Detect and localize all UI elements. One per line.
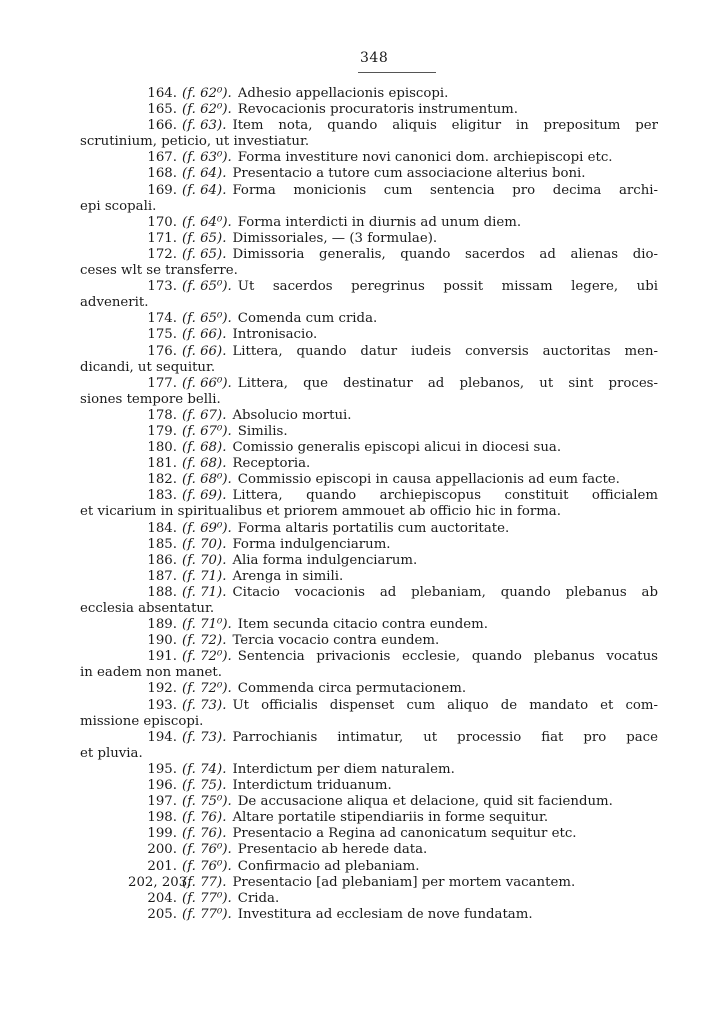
list-item (128, 472, 658, 488)
entry-title: Tercia vocacio contra eundem. (232, 633, 440, 649)
list-item (128, 215, 658, 231)
folio-reference: (f. 70). (182, 552, 227, 568)
entry-number: 184. (147, 520, 177, 536)
folio-reference: (f. 76). (182, 810, 227, 826)
entry-number: 178. (147, 407, 177, 423)
entry-number: 170. (147, 214, 177, 230)
list-item (128, 794, 658, 810)
entry-continuation: dicandi, ut sequitur. (80, 359, 216, 375)
entry-title: Parrochianis intimatur, ut processio fiat pro pace (232, 729, 658, 745)
list-item (128, 408, 658, 424)
folio-reference: (f. 72⁰). (182, 681, 232, 697)
list-item (128, 102, 658, 118)
folio-reference: (f. 74). (182, 761, 227, 777)
list-item (128, 553, 658, 569)
list-item (80, 182, 658, 215)
entry-continuation: ecclesia absentatur. (80, 601, 215, 616)
folio-reference: (f. 72). (182, 633, 227, 649)
list-item (80, 375, 658, 408)
entry-list (80, 86, 658, 923)
entry-continuation: et pluvia. (80, 745, 143, 761)
entry-number: 168. (147, 166, 177, 182)
list-item (128, 456, 658, 472)
list-item (128, 778, 658, 794)
folio-reference: (f. 65⁰). (182, 311, 232, 327)
folio-reference: (f. 63). (182, 118, 227, 134)
entry-title: Commenda circa permutacionem. (237, 681, 467, 697)
entry-title: Dimissoria generalis, quando sacerdos ad alienas dio- (232, 246, 658, 262)
entry-number: 174. (147, 311, 177, 327)
folio-reference: (f. 72⁰). (182, 649, 232, 665)
entry-number: 200. (147, 842, 177, 858)
entry-title: Comenda cum crida. (237, 311, 378, 327)
folio-reference: (f. 76⁰). (182, 858, 232, 874)
entry-number: 190. (147, 633, 177, 649)
entry-title: Sentencia privacionis ecclesie, quando plebanus vocatus (237, 649, 658, 665)
entry-title: Littera, que destinatur ad plebanos, ut sint proces- (237, 375, 658, 391)
entry-number: 171. (147, 230, 177, 246)
entry-continuation: scrutinium, peticio, ut investiatur. (80, 134, 310, 150)
list-item (128, 875, 658, 891)
entry-title: Comissio generalis episcopi alicui in diocesi sua. (232, 440, 562, 456)
entry-title: Forma investiture novi canonici dom. archiepiscopi etc. (237, 150, 613, 166)
entry-title: Ut officialis dispenset cum aliquo de mandato et com- (232, 697, 658, 713)
entry-number: 165. (147, 102, 177, 118)
entry-title: Investitura ad ecclesiam de nove fundatam. (237, 906, 533, 922)
folio-reference: (f. 75⁰). (182, 794, 232, 810)
entry-number: 191. (147, 649, 177, 665)
entry-title: Dimissoriales, — (3 formulae). (232, 230, 438, 246)
entry-number: 180. (147, 440, 177, 456)
entry-number: 181. (147, 456, 177, 472)
entry-title: Ut sacerdos peregrinus possit missam legere, ubi (237, 279, 658, 295)
entry-title: Commissio episcopi in causa appellacionis ad eum facte. (237, 472, 620, 488)
folio-reference: (f. 71⁰). (182, 617, 232, 633)
entry-number: 196. (147, 778, 177, 794)
entry-number: 195. (147, 761, 177, 777)
entry-continuation: advenerit. (80, 295, 149, 311)
entry-title: Confirmacio ad plebaniam. (237, 858, 420, 874)
entry-continuation: siones tempore belli. (80, 391, 221, 407)
entry-number: 204. (147, 890, 177, 906)
entry-number: 167. (147, 150, 177, 166)
list-item (128, 569, 658, 585)
entry-number: 205. (147, 906, 177, 922)
list-item (128, 891, 658, 907)
list-item (128, 424, 658, 440)
entry-number: 194. (147, 729, 177, 745)
folio-reference: (f. 65⁰). (182, 279, 232, 295)
list-item (80, 584, 658, 617)
entry-number: 169. (147, 182, 177, 198)
entry-title: Item secunda citacio contra eundem. (237, 617, 488, 633)
list-item (128, 810, 658, 826)
page-number-rule (358, 72, 436, 73)
list-item (128, 537, 658, 553)
folio-reference: (f. 69⁰). (182, 520, 232, 536)
folio-reference: (f. 73). (182, 729, 227, 745)
entry-title: Receptoria. (232, 456, 311, 472)
folio-reference: (f. 63⁰). (182, 150, 232, 166)
entry-title: Arenga in simili. (232, 568, 344, 584)
folio-reference: (f. 77⁰). (182, 890, 232, 906)
folio-reference: (f. 76). (182, 826, 227, 842)
list-item (128, 150, 658, 166)
folio-reference: (f. 65). (182, 230, 227, 246)
page-number: 348 (360, 50, 389, 66)
folio-reference: (f. 62⁰). (182, 102, 232, 118)
entry-number: 198. (147, 810, 177, 826)
folio-reference: (f. 64⁰). (182, 214, 232, 230)
entry-title: Presentacio ab herede data. (237, 842, 428, 858)
folio-reference: (f. 75). (182, 778, 227, 794)
entry-title: Interdictum per diem naturalem. (232, 761, 455, 777)
folio-reference: (f. 77⁰). (182, 906, 232, 922)
entry-number: 202, 203. (128, 874, 192, 890)
entry-title: Forma indulgenciarum. (232, 536, 391, 552)
folio-reference: (f. 66⁰). (182, 375, 232, 391)
folio-reference: (f. 68⁰). (182, 472, 232, 488)
entry-number: 186. (147, 552, 177, 568)
folio-reference: (f. 71). (182, 568, 227, 584)
entry-title: Littera, quando datur iudeis conversis auctoritas men- (232, 343, 658, 359)
list-item (128, 166, 658, 182)
folio-reference: (f. 68). (182, 440, 227, 456)
entry-number: 197. (147, 794, 177, 810)
folio-reference: (f. 76⁰). (182, 842, 232, 858)
folio-reference: (f. 62⁰). (182, 86, 232, 101)
folio-reference: (f. 67). (182, 407, 227, 423)
list-item (80, 649, 658, 681)
folio-reference: (f. 69). (182, 488, 227, 504)
entry-continuation: ceses wlt se transferre. (80, 263, 238, 279)
entry-number: 185. (147, 536, 177, 552)
entry-number: 175. (147, 327, 177, 343)
entry-title: Alia forma indulgenciarum. (232, 552, 418, 568)
folio-reference: (f. 77). (182, 874, 227, 890)
list-item (80, 279, 658, 311)
list-item (128, 907, 658, 923)
entry-title: Forma interdicti in diurnis ad unum diem. (237, 214, 522, 230)
entry-number: 193. (147, 697, 177, 713)
list-item (128, 327, 658, 343)
entry-title: Absolucio mortui. (232, 407, 352, 423)
entry-title: Revocacionis procuratoris instrumentum. (237, 102, 518, 118)
entry-number: 189. (147, 617, 177, 633)
list-item (128, 762, 658, 778)
entry-title: Altare portatile stipendiariis in forme sequitur. (232, 810, 549, 826)
entry-number: 188. (147, 584, 177, 600)
entry-number: 173. (147, 279, 177, 295)
list-item (128, 633, 658, 649)
folio-reference: (f. 65). (182, 246, 227, 262)
entry-number: 176. (147, 343, 177, 359)
entry-number: 182. (147, 472, 177, 488)
entry-title: Presentacio a Regina ad canonicatum sequitur etc. (232, 826, 577, 842)
list-item (128, 86, 658, 102)
list-item (80, 343, 658, 376)
entry-number: 183. (147, 488, 177, 504)
list-item (128, 826, 658, 842)
entry-title: Item nota, quando aliquis eligitur in prepositum per (232, 118, 658, 134)
list-item (128, 231, 658, 247)
list-item (80, 246, 658, 279)
entry-title: Littera, quando archiepiscopus constituit officialem (232, 488, 658, 504)
entry-number: 187. (147, 568, 177, 584)
folio-reference: (f. 71). (182, 584, 227, 600)
entry-title: Interdictum triduanum. (232, 778, 392, 794)
list-item (128, 842, 658, 858)
entry-title: Intronisacio. (232, 327, 318, 343)
list-item (128, 681, 658, 697)
list-item (128, 617, 658, 633)
entry-number: 201. (147, 858, 177, 874)
entry-title: Crida. (237, 890, 280, 906)
entry-title: Presentacio a tutore cum associacione alterius boni. (232, 166, 586, 182)
list-item (80, 118, 658, 150)
entry-number: 192. (147, 681, 177, 697)
entry-continuation: in eadem non manet. (80, 665, 222, 681)
entry-title: Presentacio [ad plebaniam] per mortem vacantem. (232, 874, 576, 890)
entry-title: De accusacione aliqua et delacione, quid sit faciendum. (237, 794, 613, 810)
entry-continuation: missione episcopi. (80, 713, 204, 729)
folio-reference: (f. 64). (182, 182, 227, 198)
entry-number: 164. (147, 86, 177, 101)
entry-title: Forma monicionis cum sentencia pro decima archi- (232, 182, 658, 198)
folio-reference: (f. 73). (182, 697, 227, 713)
entry-number: 166. (147, 118, 177, 134)
list-item (128, 521, 658, 537)
list-item (80, 488, 658, 520)
entry-number: 179. (147, 423, 177, 439)
list-item (80, 697, 658, 730)
entry-title: Citacio vocacionis ad plebaniam, quando plebanus ab (232, 584, 658, 600)
list-item (128, 440, 658, 456)
folio-reference: (f. 64). (182, 166, 227, 182)
entry-title: Similis. (237, 423, 288, 439)
entry-title: Adhesio appellacionis episcopi. (237, 86, 449, 101)
folio-reference: (f. 67⁰). (182, 423, 232, 439)
entry-title: Forma altaris portatilis cum auctoritate. (237, 520, 510, 536)
folio-reference: (f. 66). (182, 343, 227, 359)
entry-number: 172. (147, 246, 177, 262)
entry-number: 199. (147, 826, 177, 842)
entry-continuation: epi scopali. (80, 198, 157, 214)
list-item (128, 311, 658, 327)
entry-number: 177. (147, 375, 177, 391)
entry-continuation: et vicarium in spiritualibus et priorem ammouet ab officio hic in forma. (80, 504, 561, 520)
folio-reference: (f. 66). (182, 327, 227, 343)
list-item (80, 729, 658, 762)
folio-reference: (f. 70). (182, 536, 227, 552)
folio-reference: (f. 68). (182, 456, 227, 472)
list-item (128, 859, 658, 875)
